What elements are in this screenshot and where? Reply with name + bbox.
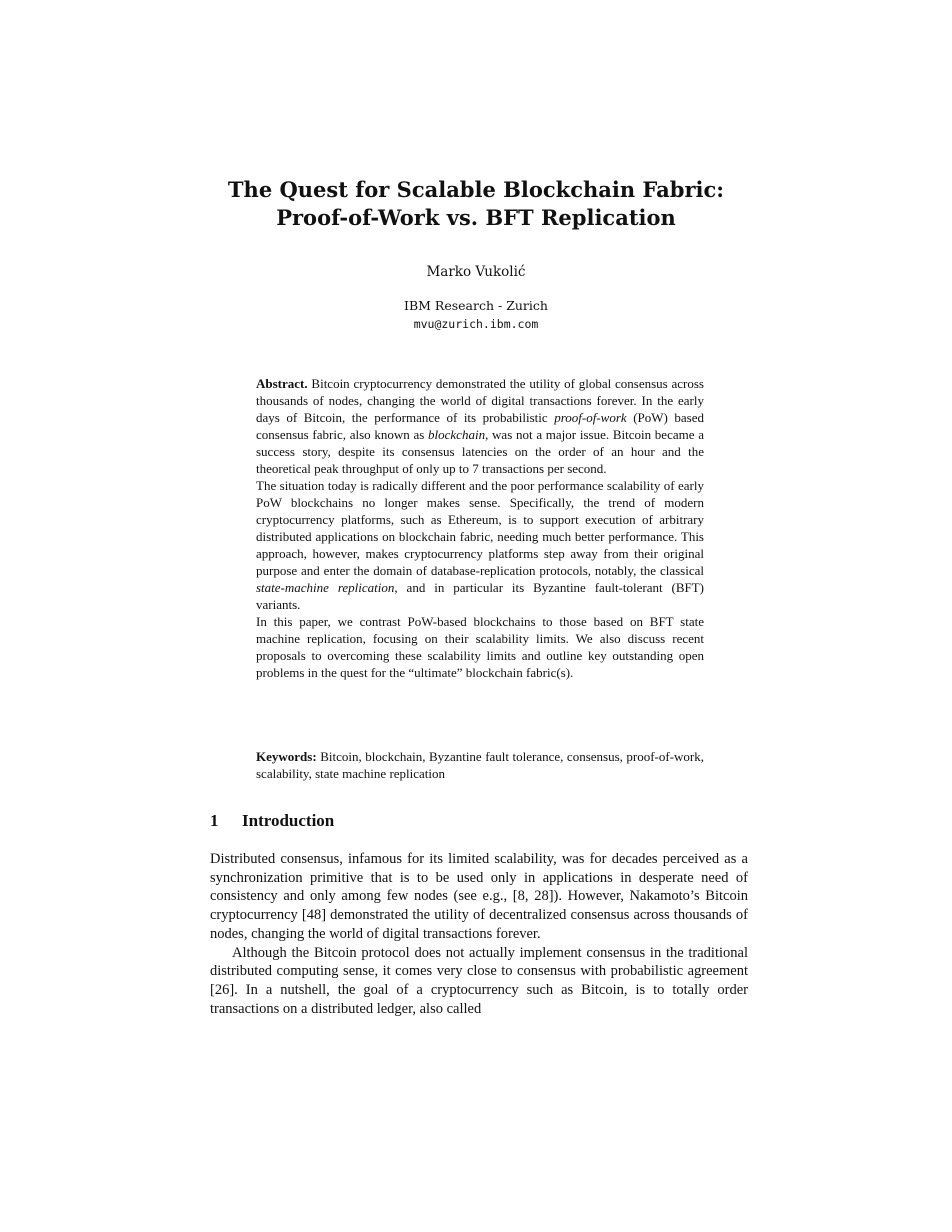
paper-title-line-2: Proof-of-Work vs. BFT Replication bbox=[276, 205, 676, 230]
author-name: Marko Vukolić bbox=[426, 264, 526, 280]
abstract-paragraph-1 bbox=[256, 375, 704, 477]
abstract-text: Bitcoin cryptocurrency demonstrated the utility of global consensus across thousands of nodes, changing the world of digital transactions forever. In the early days of Bitcoin, the performance of its probabilistic bbox=[256, 376, 704, 425]
abstract-term: proof-of-work bbox=[554, 410, 627, 425]
keywords bbox=[256, 748, 704, 782]
section-title: Introduction bbox=[242, 811, 335, 830]
body-text bbox=[210, 850, 748, 1018]
author-affiliation: IBM Research - Zurich bbox=[404, 298, 548, 313]
body-paragraph-1: Distributed consensus, infamous for its limited scalability, was for decades perceived as a synchronization primitive that is to be used only in applications in desperate need of consistency and only among few nodes (see e.g., [8, 28]). However, Nakamoto’s Bitcoin cryptocurrency [48] demonstrated the utility of decentralized consensus across thousands of nodes, changing the world of digital transactions forever. bbox=[210, 851, 748, 942]
paper-title-line-1: The Quest for Scalable Blockchain Fabric: bbox=[227, 177, 725, 202]
keywords-text: Bitcoin, blockchain, Byzantine fault tolerance, consensus, proof-of-work, scalability, state machine replication bbox=[256, 749, 705, 781]
author-email: mvu@zurich.ibm.com bbox=[413, 317, 539, 331]
section-heading bbox=[210, 811, 334, 831]
abstract bbox=[256, 375, 704, 681]
abstract-paragraph-3: In this paper, we contrast PoW-based blockchains to those based on BFT state machine replication, focusing on their scalability limits. We also discuss recent proposals to overcoming these scalability limits and outline key outstanding open problems in the quest for the “ultimate” blockchain fabric(s). bbox=[256, 614, 704, 680]
abstract-label: Abstract. bbox=[256, 376, 308, 391]
abstract-text: (PoW) based consensus fabric, also known as bbox=[256, 410, 705, 442]
keywords-label: Keywords: bbox=[256, 749, 317, 764]
abstract-term: state-machine replication bbox=[256, 580, 395, 595]
abstract-paragraph-2 bbox=[256, 477, 704, 613]
abstract-term: blockchain bbox=[428, 427, 486, 442]
abstract-text: , was not a major issue. Bitcoin became a success story, despite its consensus latencies on the order of an hour and the theoretical peak throughput of only up to 7 transactions per second. bbox=[256, 427, 704, 476]
section-number: 1 bbox=[210, 811, 219, 830]
body-paragraph-2: Although the Bitcoin protocol does not actually implement consensus in the traditional distributed computing sense, it comes very close to consensus with probabilistic agreement [26]. In a nutshell, the goal of a cryptocurrency such as Bitcoin, is to totally order transactions on a distributed ledger, also called bbox=[210, 944, 748, 1017]
abstract-text: , and in particular its Byzantine fault-tolerant (BFT) variants. bbox=[256, 580, 704, 612]
abstract-text: The situation today is radically different and the poor performance scalability of early PoW blockchains no longer makes sense. Specifically, the trend of modern cryptocurrency platforms, such as Ethereum, is to support execution of arbitrary distributed applications on blockchain fabric, needing much better performance. This approach, however, makes cryptocurrency platforms step away from their original purpose and enter the domain of database-replication protocols, notably, the classical bbox=[256, 478, 704, 578]
